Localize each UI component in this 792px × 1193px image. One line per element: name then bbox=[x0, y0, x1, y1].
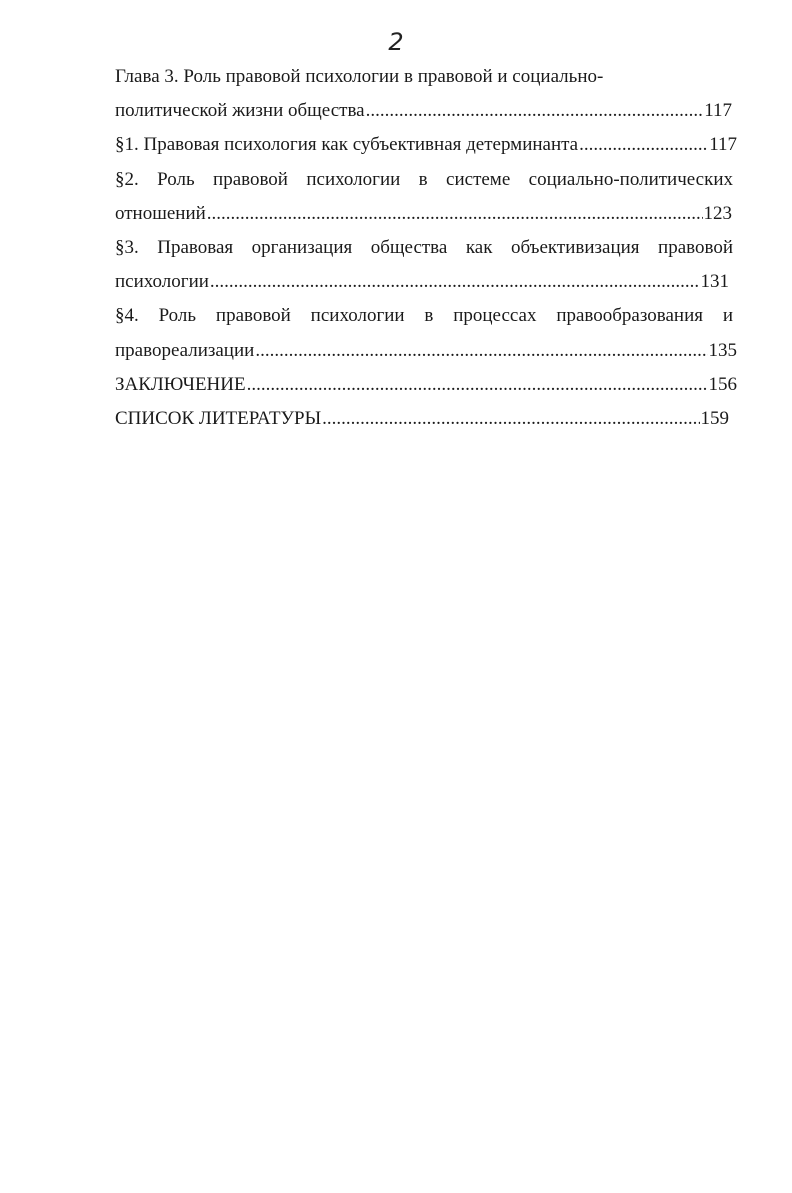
toc-chapter3-title-line1 bbox=[115, 60, 737, 94]
page-number: 2 bbox=[388, 28, 404, 56]
toc-section2-title-text2: отношений bbox=[115, 202, 206, 224]
toc-chapter3-page: 117 bbox=[704, 100, 732, 122]
dot-leader bbox=[579, 128, 708, 162]
toc-section4-title-text1: §4. Роль правовой психологии в процессах правообразования и bbox=[115, 305, 733, 327]
toc-section2-page: 123 bbox=[703, 202, 732, 224]
toc-section2-line1 bbox=[115, 163, 737, 197]
toc-section2-title-text1: §2. Роль правовой психологии в системе социально-политических bbox=[115, 168, 733, 190]
toc-conclusion-title: ЗАКЛЮЧЕНИЕ bbox=[115, 373, 246, 395]
toc-references-title: СПИСОК ЛИТЕРАТУРЫ bbox=[115, 407, 322, 429]
dot-leader bbox=[255, 334, 707, 368]
dot-leader bbox=[207, 197, 703, 231]
toc-section3-title-text2: психологии bbox=[115, 271, 209, 293]
toc-section4-line1 bbox=[115, 299, 737, 333]
dot-leader bbox=[366, 94, 704, 128]
toc-section1-page: 117 bbox=[709, 134, 737, 156]
toc-section4-line2 bbox=[115, 334, 737, 368]
dot-leader bbox=[210, 265, 700, 299]
toc-section3-page: 131 bbox=[700, 271, 729, 293]
toc-section1-entry bbox=[115, 128, 737, 162]
dot-leader bbox=[247, 368, 708, 402]
toc-references-page: 159 bbox=[700, 407, 729, 429]
dot-leader bbox=[322, 402, 699, 436]
toc-section4-title-text2: правореализации bbox=[115, 339, 255, 361]
toc-references-entry bbox=[115, 402, 737, 436]
toc-conclusion-entry bbox=[115, 368, 737, 402]
toc-chapter3-title-line2 bbox=[115, 94, 737, 128]
toc-conclusion-page: 156 bbox=[708, 373, 737, 395]
toc-chapter3-title-text1: Глава 3. Роль правовой психологии в правовой и социально- bbox=[115, 66, 604, 87]
toc-section2-line2 bbox=[115, 197, 737, 231]
toc-section4-page: 135 bbox=[708, 339, 737, 361]
toc-section3-line2 bbox=[115, 265, 737, 299]
table-of-contents bbox=[115, 60, 737, 436]
toc-chapter3-title-text2: политической жизни общества bbox=[115, 100, 365, 122]
toc-section3-line1 bbox=[115, 231, 737, 265]
toc-section1-title: §1. Правовая психология как субъективная детерминанта bbox=[115, 134, 579, 156]
toc-section3-title-text1: §3. Правовая организация общества как объективизация правовой bbox=[115, 236, 733, 258]
